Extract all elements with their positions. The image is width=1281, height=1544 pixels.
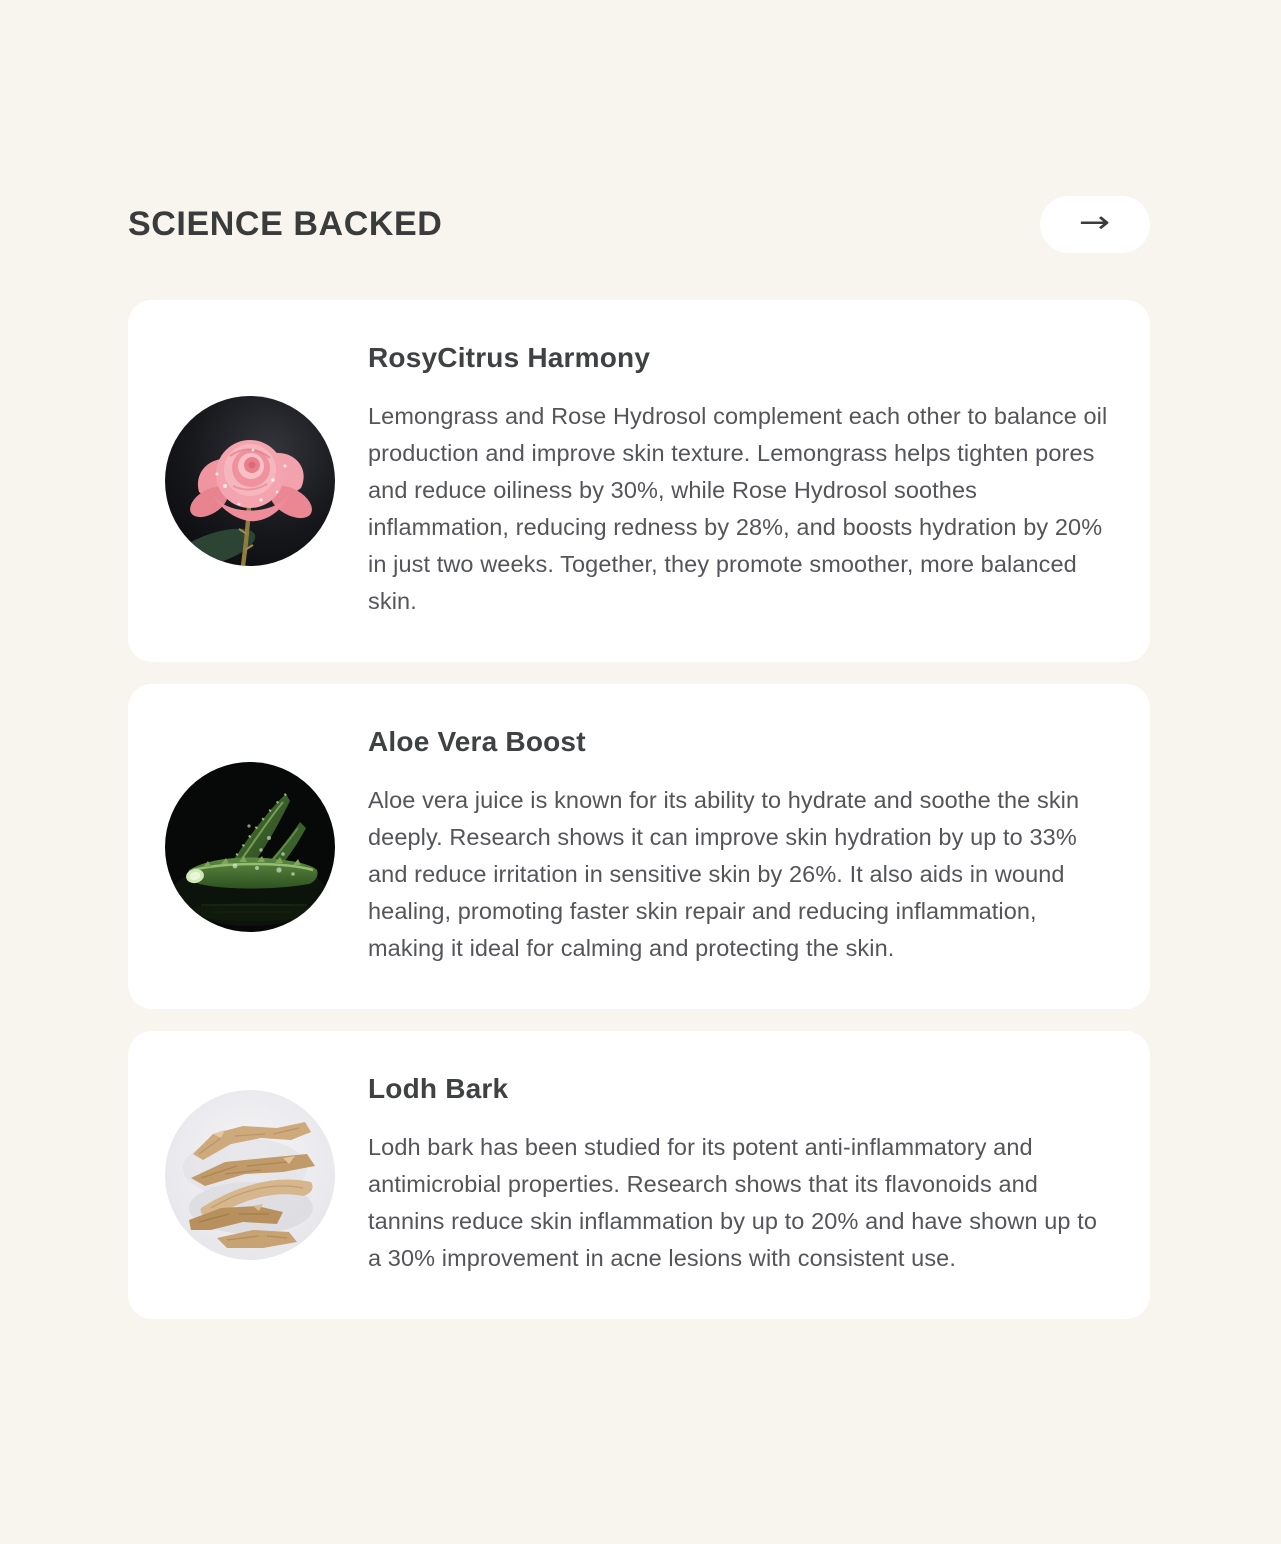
section-header xyxy=(128,196,1150,253)
card-description: Lemongrass and Rose Hydrosol complement each other to balance oil production and improve skin texture. Lemongrass helps tighten pores and reduce oiliness by 30%, while Rose Hydrosol soothes inflammation, reducing redness by 28%, and boosts hydration by 20% in just two weeks. Together, they promote smoother, more balanced skin. xyxy=(368,403,1108,614)
card-text xyxy=(368,342,1110,620)
ingredient-cards-list xyxy=(128,300,1150,1319)
lodh-bark-image xyxy=(165,1090,335,1260)
ingredient-card-aloe-vera xyxy=(128,684,1150,1009)
section-title: SCIENCE BACKED xyxy=(128,205,443,243)
card-text xyxy=(368,726,1110,967)
next-arrow-button[interactable] xyxy=(1040,196,1150,253)
bark-illustration xyxy=(165,1090,335,1260)
card-text xyxy=(368,1073,1110,1277)
card-title: Lodh Bark xyxy=(368,1073,509,1104)
card-title: RosyCitrus Harmony xyxy=(368,342,651,373)
rose-illustration xyxy=(165,396,335,566)
card-description: Lodh bark has been studied for its potent anti-inflammatory and antimicrobial properties. Research shows that its flavonoids and tannins reduce skin inflammation by up to 20% and have shown up to a 30% improvement in acne lesions with consistent use. xyxy=(368,1134,1098,1271)
ingredient-card-rosycitrus xyxy=(128,300,1150,662)
aloe-vera-image xyxy=(165,762,335,932)
arrow-right-icon: → xyxy=(1079,205,1111,240)
card-title: Aloe Vera Boost xyxy=(368,726,586,757)
ingredient-card-lodh-bark xyxy=(128,1031,1150,1319)
aloe-illustration xyxy=(165,762,335,932)
card-description: Aloe vera juice is known for its ability to hydrate and soothe the skin deeply. Research shows it can improve skin hydration by up to 33% and reduce irritation in sensitive skin by 26%. It also aids in wound healing, promoting faster skin repair and reducing inflammation, making it ideal for calming and protecting the skin. xyxy=(368,787,1080,961)
science-backed-section xyxy=(128,0,1281,1319)
rose-image xyxy=(165,396,335,566)
